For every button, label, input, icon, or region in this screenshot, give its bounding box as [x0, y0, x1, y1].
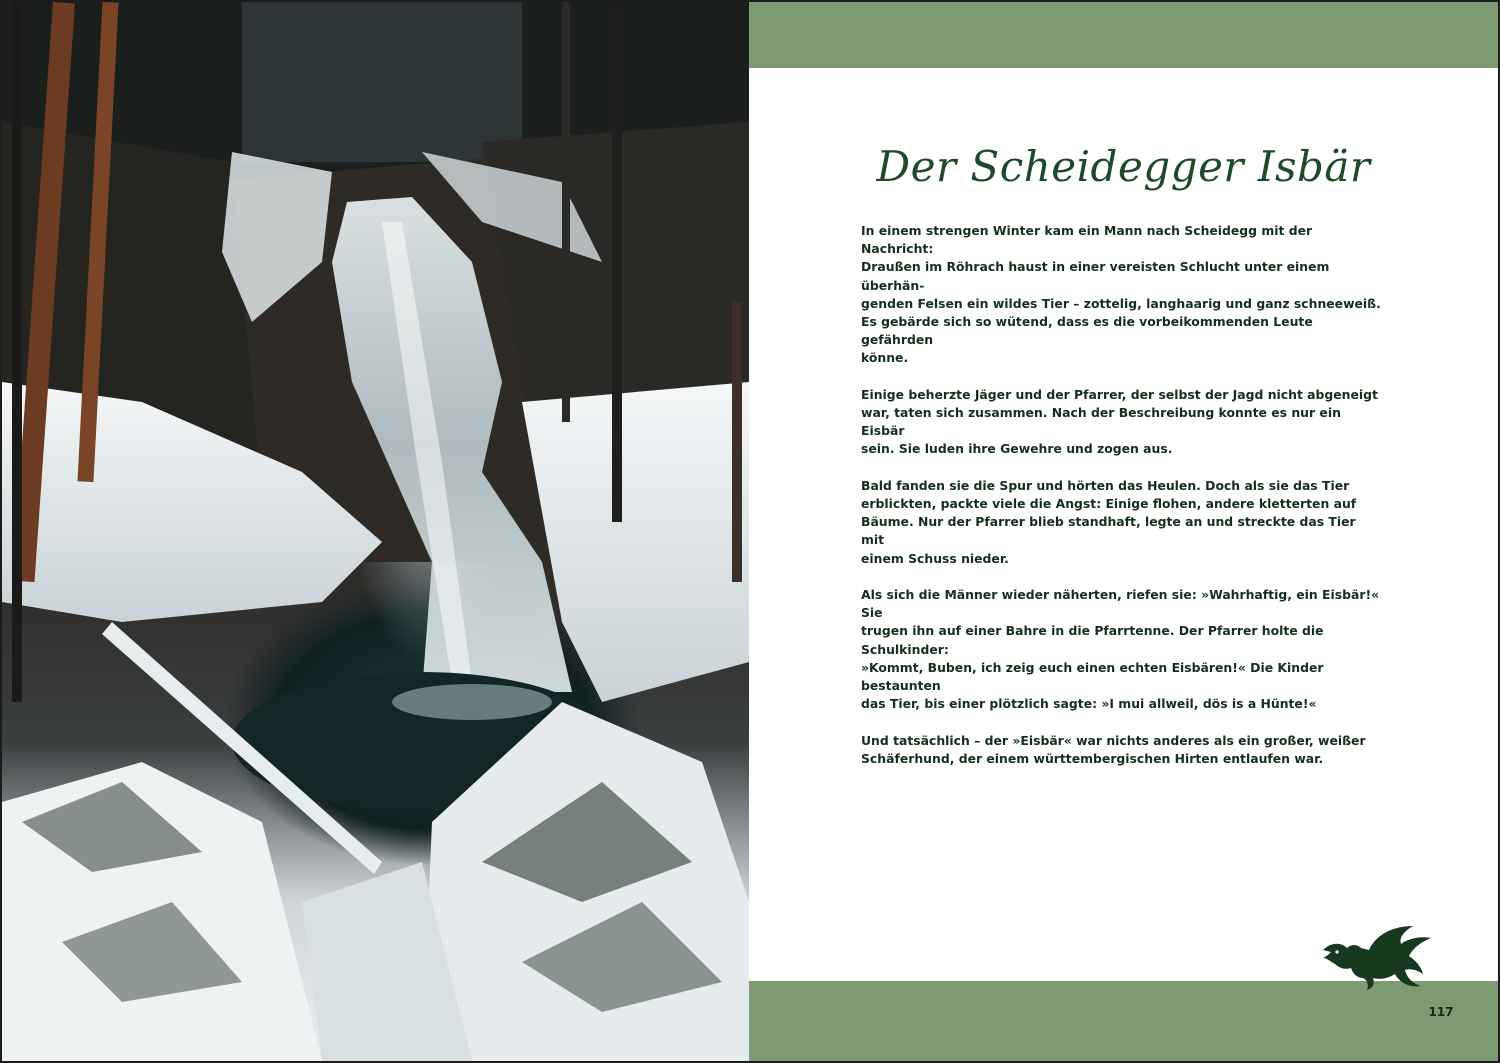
dragon-icon — [1317, 920, 1437, 992]
top-color-band — [749, 2, 1498, 68]
paragraph: In einem strengen Winter kam ein Mann nach Scheidegg mit der Nachricht: Draußen im Röhrach haust in einer vereisten Schlucht unter einem überhän- genden Felsen ein wildes Tier – zottelig, langhaarig und ganz schneeweiß. Es gebärde sich so wütend, dass es die vorbeikommenden Leute gefährden könne. — [861, 223, 1381, 366]
page-number: 117 — [1428, 1005, 1454, 1019]
text-page — [749, 2, 1498, 1061]
waterfall-photo — [2, 2, 749, 1061]
bottom-color-band — [749, 981, 1498, 1061]
story-title: Der Scheidegger Isbär — [876, 142, 1371, 191]
winter-waterfall-illustration — [2, 2, 749, 1061]
paragraph: Einige beherzte Jäger und der Pfarrer, der selbst der Jagd nicht abgeneigt war, taten sich zusammen. Nach der Beschreibung konnte es nur ein Eisbär sein. Sie luden ihre Gewehre und zogen aus. — [861, 386, 1378, 457]
paragraph: Als sich die Männer wieder näherten, riefen sie: »Wahrhaftig, ein Eisbär!« Sie trugen ihn auf einer Bahre in die Pfarrtenne. Der Pfarrer holte die Schulkinder: »Kommt, Buben, ich zeig euch einen echten Eisbären!« Die Kinder bestaunten das Tier, bis einer plötzlich sagte: »I mui allweil, dös is a Hünte!« — [861, 587, 1380, 712]
book-spread — [2, 2, 1498, 1061]
paragraph: Bald fanden sie die Spur und hörten das Heulen. Doch als sie das Tier erblickten, packte viele die Angst: Einige flohen, andere kletterten auf Bäume. Nur der Pfarrer blieb standhaft, legte an und streckte das Tier mit einem Schuss nieder. — [861, 477, 1357, 566]
story-body — [861, 222, 1381, 786]
paragraph: Und tatsächlich – der »Eisbär« war nichts anderes als ein großer, weißer Schäferhund, der einem württembergischen Hirten entlaufen war. — [861, 732, 1366, 766]
